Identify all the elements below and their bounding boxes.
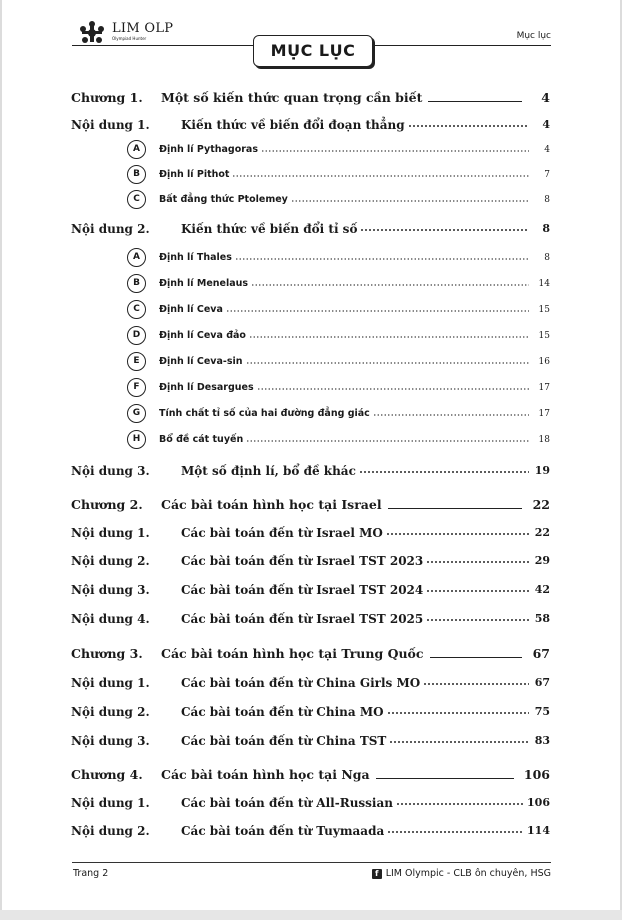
toc-content-row[interactable] xyxy=(71,611,550,627)
toc-page-number: 58 xyxy=(534,612,550,625)
brand-tagline: Olympiad Hunter xyxy=(112,36,147,41)
toc-page-number: 67 xyxy=(534,676,550,689)
toc-leader-dots xyxy=(249,334,529,340)
toc-item-row[interactable] xyxy=(133,193,550,207)
toc-entry-title: Các bài toán đến từ China TST xyxy=(181,734,387,748)
toc-item-badge: D xyxy=(127,326,146,345)
toc-leader-dots xyxy=(389,738,529,746)
toc-item-row[interactable] xyxy=(133,381,550,395)
toc-leader-line xyxy=(388,508,522,509)
toc-page-number: 17 xyxy=(538,383,550,393)
page-title: MỤC LỤC xyxy=(253,35,373,67)
toc-page-number: 16 xyxy=(538,357,550,367)
toc-entry-title: Các bài toán đến từ China MO xyxy=(181,705,384,719)
toc-content-row[interactable] xyxy=(71,675,550,691)
footer-credit xyxy=(372,868,551,880)
toc-content-number: Nội dung 2. xyxy=(71,222,150,236)
toc-item-row[interactable] xyxy=(133,251,550,265)
toc-leader-dots xyxy=(423,680,529,688)
brand-name: LIM OLP xyxy=(112,21,174,36)
toc-page-number: 4 xyxy=(542,118,550,131)
toc-entry-title: Định lí Ceva-sin xyxy=(159,356,243,367)
toc-item-badge: G xyxy=(127,404,146,423)
toc-content-number: Nội dung 2. xyxy=(71,705,150,719)
toc-content-number: Nội dung 2. xyxy=(71,824,150,838)
toc-content-row[interactable] xyxy=(71,795,550,811)
toc-page-number: 18 xyxy=(538,435,550,445)
toc-leader-dots xyxy=(291,198,529,204)
toc-page-number: 15 xyxy=(538,305,550,315)
toc-entry-title: Bất đẳng thức Ptolemey xyxy=(159,194,288,205)
toc-leader-dots xyxy=(251,282,529,288)
toc-leader-dots xyxy=(396,800,524,808)
toc-entry-title: Các bài toán đến từ China Girls MO xyxy=(181,676,421,690)
toc-chapter-row[interactable] xyxy=(71,767,550,783)
toc-content-number: Nội dung 2. xyxy=(71,554,150,568)
toc-item-badge: E xyxy=(127,352,146,371)
toc-entry-title: Các bài toán đến từ Israel TST 2024 xyxy=(181,583,424,597)
toc-entry-title: Định lí Thales xyxy=(159,252,232,263)
toc-leader-dots xyxy=(426,587,529,595)
toc-entry-title: Các bài toán đến từ Israel TST 2023 xyxy=(181,554,424,568)
toc-entry-title: Kiến thức về biến đổi tỉ số xyxy=(181,222,358,236)
toc-content-number: Nội dung 4. xyxy=(71,612,150,626)
toc-leader-dots xyxy=(373,412,529,418)
facebook-icon: f xyxy=(372,869,382,879)
page-edge-bottom xyxy=(0,910,622,920)
toc-chapter-row[interactable] xyxy=(71,90,550,106)
toc-entry-title: Các bài toán hình học tại Nga xyxy=(161,767,370,782)
toc-leader-line xyxy=(376,778,514,779)
toc-item-row[interactable] xyxy=(133,355,550,369)
toc-entry-title: Một số kiến thức quan trọng cần biết xyxy=(161,90,423,105)
toc-entry-title: Kiến thức về biến đổi đoạn thẳng xyxy=(181,118,405,132)
toc-item-row[interactable] xyxy=(133,303,550,317)
toc-item-badge: A xyxy=(127,248,146,267)
toc-chapter-number: Chương 4. xyxy=(71,767,143,782)
toc-content-number: Nội dung 3. xyxy=(71,464,150,478)
toc-item-row[interactable] xyxy=(132,329,550,343)
toc-leader-dots xyxy=(386,530,529,538)
toc-entry-title: Các bài toán hình học tại Israel xyxy=(161,497,382,512)
toc-leader-dots xyxy=(360,226,529,234)
toc-content-row[interactable] xyxy=(71,733,550,749)
toc-entry-title: Bổ đề cát tuyến xyxy=(159,434,244,445)
toc-content-row[interactable] xyxy=(71,525,550,541)
toc-leader-dots xyxy=(235,256,529,262)
toc-leader-dots xyxy=(359,468,529,476)
toc-leader-dots xyxy=(387,709,529,717)
toc-content-number: Nội dung 1. xyxy=(71,118,150,132)
lim-olp-logo-icon xyxy=(76,20,108,46)
toc-page-number: 7 xyxy=(544,170,550,180)
toc-entry-title: Các bài toán đến từ All-Russian xyxy=(181,796,393,810)
toc-entry-title: Các bài toán đến từ Tuymaada xyxy=(181,824,385,838)
footer-credit-text: LIM Olympic - CLB ôn chuyên, HSG xyxy=(385,868,551,879)
toc-entry-title: Các bài toán hình học tại Trung Quốc xyxy=(161,646,424,661)
toc-page-number: 8 xyxy=(544,253,550,263)
toc-leader-dots xyxy=(232,173,529,179)
toc-chapter-row[interactable] xyxy=(71,497,550,513)
toc-page-number: 114 xyxy=(527,824,550,837)
toc-entry-title: Định lí Desargues xyxy=(159,382,254,393)
toc-entry-title: Định lí Ceva đảo xyxy=(159,330,246,341)
toc-chapter-row[interactable] xyxy=(71,646,550,662)
toc-content-number: Nội dung 3. xyxy=(71,734,150,748)
toc-content-number: Nội dung 3. xyxy=(71,583,150,597)
toc-chapter-number: Chương 3. xyxy=(71,646,143,661)
toc-page-number: 8 xyxy=(544,195,550,205)
toc-page-number: 83 xyxy=(534,734,550,747)
toc-content-row[interactable] xyxy=(71,704,550,720)
toc-page-number: 4 xyxy=(541,90,550,105)
footer-page-number: Trang 2 xyxy=(73,868,109,879)
toc-content-number: Nội dung 1. xyxy=(71,796,150,810)
toc-leader-dots xyxy=(257,386,529,392)
toc-entry-title: Định lí Menelaus xyxy=(159,278,249,289)
toc-content-number: Nội dung 1. xyxy=(71,676,150,690)
toc-entry-title: Các bài toán đến từ Israel TST 2025 xyxy=(181,612,424,626)
toc-item-badge: C xyxy=(127,190,146,209)
toc-leader-dots xyxy=(246,438,529,444)
toc-content-row[interactable] xyxy=(71,117,550,133)
toc-page-number: 17 xyxy=(538,409,550,419)
toc-entry-title: Tính chất tỉ số của hai đường đẳng giác xyxy=(159,408,370,419)
toc-item-badge: H xyxy=(127,430,146,449)
toc-page-number: 106 xyxy=(523,767,550,782)
toc-content-row[interactable] xyxy=(71,553,550,569)
toc-leader-dots xyxy=(387,828,524,836)
toc-content-row[interactable] xyxy=(71,221,550,237)
toc-entry-title: Định lí Pithot xyxy=(159,169,230,180)
toc-page-number: 22 xyxy=(532,497,550,512)
toc-chapter-number: Chương 2. xyxy=(71,497,143,512)
toc-item-row[interactable] xyxy=(133,277,550,291)
toc-entry-title: Các bài toán đến từ Israel MO xyxy=(181,526,383,540)
toc-item-row[interactable] xyxy=(133,143,550,157)
toc-page-number: 67 xyxy=(532,646,550,661)
toc-item-badge: B xyxy=(127,274,146,293)
toc-leader-line xyxy=(430,657,523,658)
toc-item-badge: B xyxy=(127,165,146,184)
toc-leader-dots xyxy=(426,558,529,566)
toc-chapter-number: Chương 1. xyxy=(71,90,143,105)
toc-page-number: 19 xyxy=(534,464,550,477)
toc-item-row[interactable] xyxy=(133,168,550,182)
toc-page-number: 15 xyxy=(538,331,550,341)
toc-content-row[interactable] xyxy=(71,463,550,479)
toc-page-number: 29 xyxy=(534,554,550,567)
toc-leader-dots xyxy=(426,616,529,624)
toc-page-number: 106 xyxy=(527,796,550,809)
toc-leader-dots xyxy=(246,360,529,366)
toc-page-number: 42 xyxy=(534,583,550,596)
toc-entry-title: Định lí Pythagoras xyxy=(159,144,258,155)
toc-leader-line xyxy=(428,101,522,102)
toc-content-row[interactable] xyxy=(71,823,550,839)
toc-content-row[interactable] xyxy=(71,582,550,598)
toc-entry-title: Định lí Ceva xyxy=(159,304,223,315)
toc-entry-title: Một số định lí, bổ đề khác xyxy=(181,464,356,478)
toc-item-badge: A xyxy=(127,140,146,159)
toc-page-number: 4 xyxy=(544,145,550,155)
footer-rule xyxy=(72,862,551,863)
toc-page-number: 8 xyxy=(542,222,550,235)
toc-item-badge: F xyxy=(127,378,146,397)
toc-page-number: 14 xyxy=(538,279,550,289)
toc-item-badge: C xyxy=(127,300,146,319)
toc-item-row[interactable] xyxy=(132,407,550,421)
toc-content-number: Nội dung 1. xyxy=(71,526,150,540)
page-edge-left xyxy=(0,0,2,920)
toc-leader-dots xyxy=(261,148,529,154)
toc-leader-dots xyxy=(408,122,529,130)
toc-leader-dots xyxy=(226,308,529,314)
toc-page-number: 22 xyxy=(534,526,550,539)
toc-item-row[interactable] xyxy=(132,433,550,447)
section-label: Mục lục xyxy=(516,31,551,41)
toc-page-number: 75 xyxy=(534,705,550,718)
